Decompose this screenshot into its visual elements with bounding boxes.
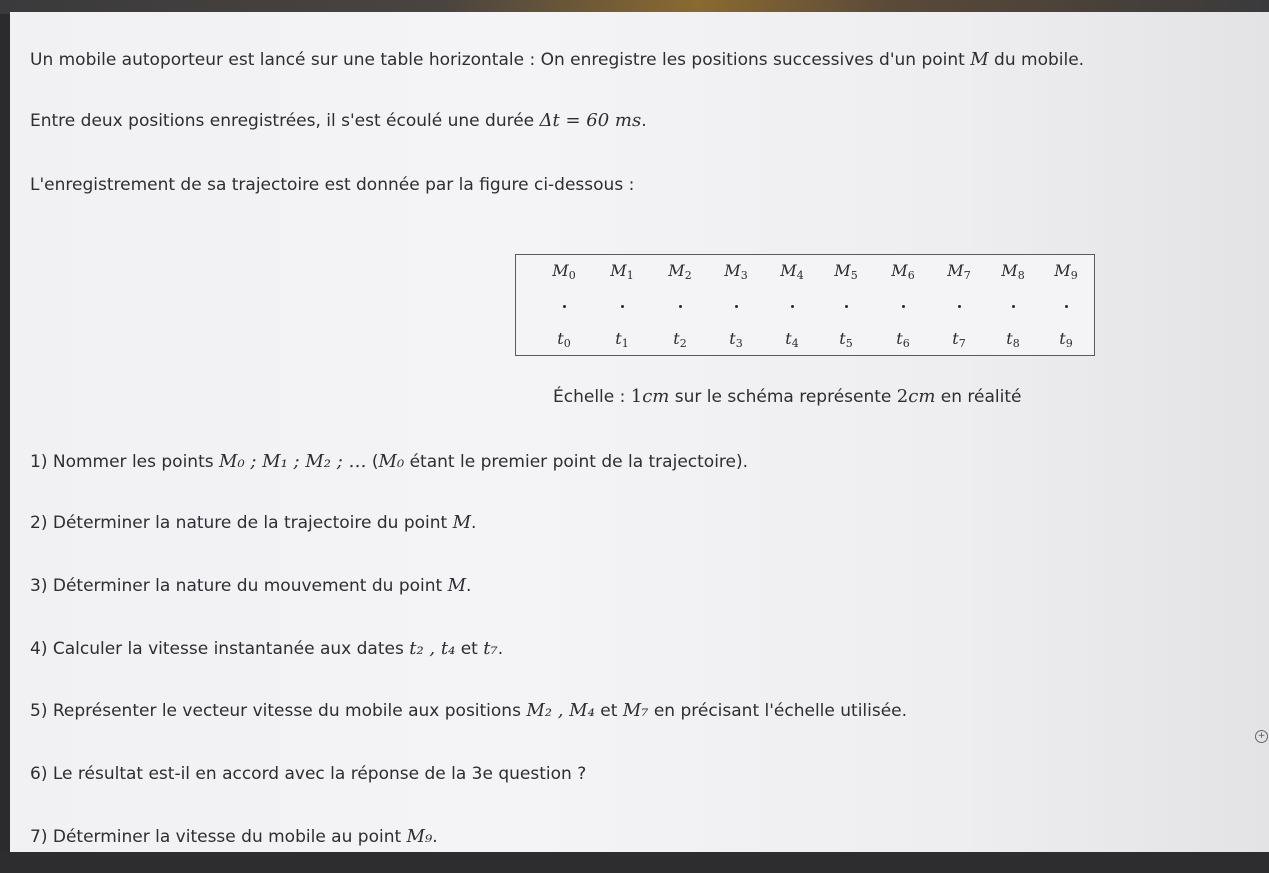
intro-line-2-end: . (641, 111, 647, 131)
label-t0: $t_0$ (557, 329, 571, 350)
point-m2 (679, 305, 682, 308)
label-m4: $M_4$ (780, 261, 804, 282)
label-t8: $t_8$ (1006, 329, 1020, 350)
label-t6: $t_6$ (896, 329, 910, 350)
point-m7 (958, 305, 961, 308)
point-m8 (1012, 305, 1015, 308)
question-6: 6) Le résultat est-il en accord avec la réponse de la 3e question ? (30, 764, 587, 784)
intro-line-1 (30, 49, 1084, 70)
label-m6: $M_6$ (891, 261, 915, 282)
time-labels-row (516, 329, 1094, 353)
delta-t-value: Δt = 60 ms (539, 110, 642, 131)
label-m5: $M_5$ (834, 261, 858, 282)
point-m6 (902, 305, 905, 308)
label-t5: $t_5$ (839, 329, 853, 350)
bottom-edge (0, 852, 1269, 873)
label-m0: $M_0$ (552, 261, 576, 282)
label-t1: $t_1$ (615, 329, 629, 350)
question-4: 4) Calculer la vitesse instantanée aux dates t₂ , t₄ et t₇. (30, 638, 504, 659)
point-m9 (1065, 305, 1068, 308)
question-7: 7) Déterminer la vitesse du mobile au point M₉. (30, 826, 438, 847)
question-5: 5) Représenter le vecteur vitesse du mobile aux positions M₂ , M₄ et M₇ en précisant l'échelle utilisée. (30, 700, 908, 721)
intro-line-1-text: Un mobile autoporteur est lancé sur une table horizontale : On enregistre les positions successives d'un point (30, 50, 971, 70)
label-m9: $M_9$ (1054, 261, 1078, 282)
point-labels-row (516, 261, 1094, 285)
label-t7: $t_7$ (952, 329, 966, 350)
label-m7: $M_7$ (947, 261, 971, 282)
intro-line-3 (30, 175, 634, 195)
intro-line-1-end: du mobile. (988, 50, 1085, 70)
trajectory-dots-row (516, 305, 1094, 309)
label-m1: $M_1$ (610, 261, 634, 282)
label-t9: $t_9$ (1059, 329, 1073, 350)
label-m8: $M_8$ (1001, 261, 1025, 282)
var-m: M (970, 49, 989, 70)
points-list: M₀ ; M₁ ; M₂ ; … (219, 451, 367, 472)
question-1: 1) Nommer les points M₀ ; M₁ ; M₂ ; … (M₀ étant le premier point de la trajectoire). (30, 451, 749, 472)
point-m0 (563, 305, 566, 308)
label-t2: $t_2$ (673, 329, 687, 350)
trajectory-figure (515, 254, 1095, 356)
zoom-icon[interactable]: + (1255, 730, 1268, 743)
point-m1 (621, 305, 624, 308)
point-m3 (735, 305, 738, 308)
label-m3: $M_3$ (724, 261, 748, 282)
intro-line-3-text: L'enregistrement de sa trajectoire est donnée par la figure ci-dessous : (30, 175, 635, 195)
question-3: 3) Déterminer la nature du mouvement du point M. (30, 575, 472, 596)
intro-line-2-text: Entre deux positions enregistrées, il s'est écoulé une durée (30, 111, 540, 131)
question-2: 2) Déterminer la nature de la trajectoire du point M. (30, 512, 477, 533)
label-t4: $t_4$ (785, 329, 799, 350)
intro-line-2 (30, 110, 647, 131)
point-m4 (791, 305, 794, 308)
point-m5 (845, 305, 848, 308)
label-m2: $M_2$ (668, 261, 692, 282)
scale-caption: Échelle : 1cm sur le schéma représente 2cm en réalité (553, 386, 1022, 407)
document-page (10, 12, 1269, 854)
label-t3: $t_3$ (729, 329, 743, 350)
